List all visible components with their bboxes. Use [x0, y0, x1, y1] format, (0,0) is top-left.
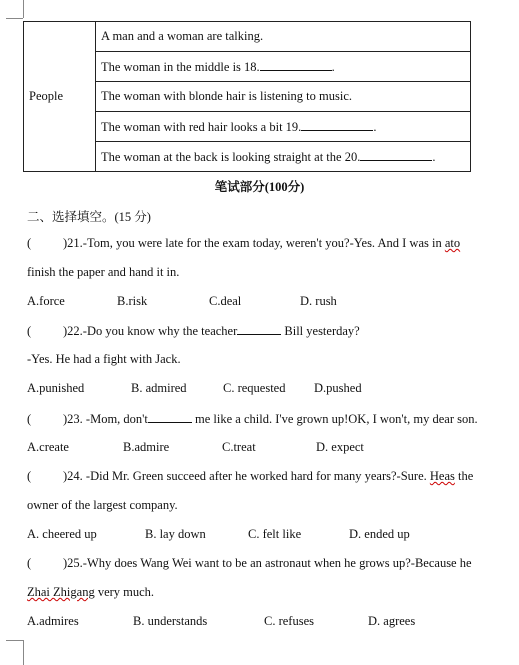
question-text: 22.-Do you know why the teacher	[67, 324, 238, 338]
question-text: 25.-Why does Wang Wei want to be an astronaut when he grows up?-Because he	[67, 556, 472, 570]
question-25-line1	[27, 556, 472, 571]
question-24-line2: owner of the largest company.	[27, 498, 178, 512]
answer-blank	[260, 59, 332, 71]
question-22-line2: -Yes. He had a fight with Jack.	[27, 352, 181, 366]
question-21-line1	[27, 236, 507, 251]
option-b: B. admired	[131, 381, 187, 395]
table-cell	[96, 52, 471, 82]
option-d: D. expect	[316, 440, 364, 454]
table-head-label: People	[29, 89, 64, 103]
question-25-line2	[27, 585, 154, 600]
question-text: 23. -Mom, don't	[67, 412, 148, 426]
option-a: A.admires	[27, 614, 79, 628]
table-cell-text: The woman with blonde hair is listening to music.	[101, 89, 353, 103]
answer-paren: (	[27, 556, 32, 570]
question-text: 24. -Did Mr. Green succeed after he worked hard for many years?-Sure.	[67, 469, 427, 483]
question-22-line1	[27, 323, 360, 339]
option-c: C. refuses	[264, 614, 314, 628]
question-text: 21.-Tom, you were late for the exam today, weren't you?-Yes. And I was in	[67, 236, 442, 250]
table-cell	[96, 22, 471, 52]
question-23-options	[27, 440, 364, 455]
question-24-options	[27, 527, 410, 542]
table-cell	[96, 142, 471, 172]
question-22-options	[27, 381, 362, 396]
question-21-line2: finish the paper and hand it in.	[27, 265, 180, 279]
question-text: me like a child. I've grown up!OK, I won't, my dear son.	[195, 412, 478, 426]
table-cell	[96, 82, 471, 112]
table-cell	[96, 112, 471, 142]
spelling-mark: Heas	[429, 469, 455, 483]
question-24-line1	[27, 469, 473, 484]
answer-paren-close: )	[63, 236, 68, 250]
spelling-mark: Zhai Zhigang	[27, 585, 95, 599]
answer-blank	[237, 323, 281, 335]
option-c: C. felt like	[248, 527, 302, 541]
answer-blank	[148, 411, 192, 423]
question-text: Bill yesterday?	[284, 324, 360, 338]
question-text: the	[458, 469, 474, 483]
crop-mark	[6, 18, 23, 19]
option-a: A.create	[27, 440, 69, 454]
table-cell-text: .	[432, 149, 436, 164]
option-b: B.risk	[117, 294, 148, 308]
question-23-line1	[27, 411, 478, 427]
option-c: C. requested	[223, 381, 286, 395]
people-table	[23, 21, 471, 172]
answer-paren-close: )	[63, 469, 68, 483]
option-b: B. lay down	[145, 527, 206, 541]
answer-paren-close: )	[63, 556, 68, 570]
option-b: B. understands	[133, 614, 208, 628]
answer-blank	[360, 149, 432, 161]
table-cell-text: .	[331, 59, 335, 74]
answer-paren: (	[27, 236, 32, 250]
crop-mark	[23, 640, 24, 665]
option-a: A. cheered up	[27, 527, 97, 541]
table-cell-text: .	[373, 119, 377, 134]
option-d: D. agrees	[368, 614, 416, 628]
table-row	[24, 22, 471, 52]
option-a: A.force	[27, 294, 65, 308]
option-b: B.admire	[123, 440, 170, 454]
crop-mark	[23, 0, 24, 18]
answer-paren: (	[27, 469, 32, 483]
answer-paren-close: )	[63, 412, 68, 426]
option-d: D. ended up	[349, 527, 410, 541]
section-title: 笔试部分(100分)	[214, 180, 305, 194]
table-head-cell	[24, 22, 96, 172]
option-d: D.pushed	[314, 381, 362, 395]
option-d: D. rush	[300, 294, 337, 308]
question-21-options	[27, 294, 337, 309]
crop-mark	[6, 640, 23, 641]
table-cell-text: A man and a woman are talking.	[101, 29, 264, 43]
answer-paren: (	[27, 412, 32, 426]
question-25-options	[27, 614, 415, 629]
table-cell-text: The woman at the back is looking straight at the 20.	[101, 149, 361, 164]
answer-paren-close: )	[63, 324, 68, 338]
spelling-mark: ato	[444, 236, 461, 250]
answer-paren: (	[27, 324, 32, 338]
question-text: very much.	[97, 585, 155, 599]
table-cell-text: The woman with red hair looks a bit 19.	[101, 119, 302, 134]
option-a: A.punished	[27, 381, 85, 395]
table-cell-text: The woman in the middle is 18.	[101, 59, 260, 74]
answer-blank	[301, 119, 373, 131]
part-title: 二、选择填空。(15 分)	[27, 210, 151, 224]
option-c: C.deal	[209, 294, 242, 308]
option-c: C.treat	[222, 440, 256, 454]
